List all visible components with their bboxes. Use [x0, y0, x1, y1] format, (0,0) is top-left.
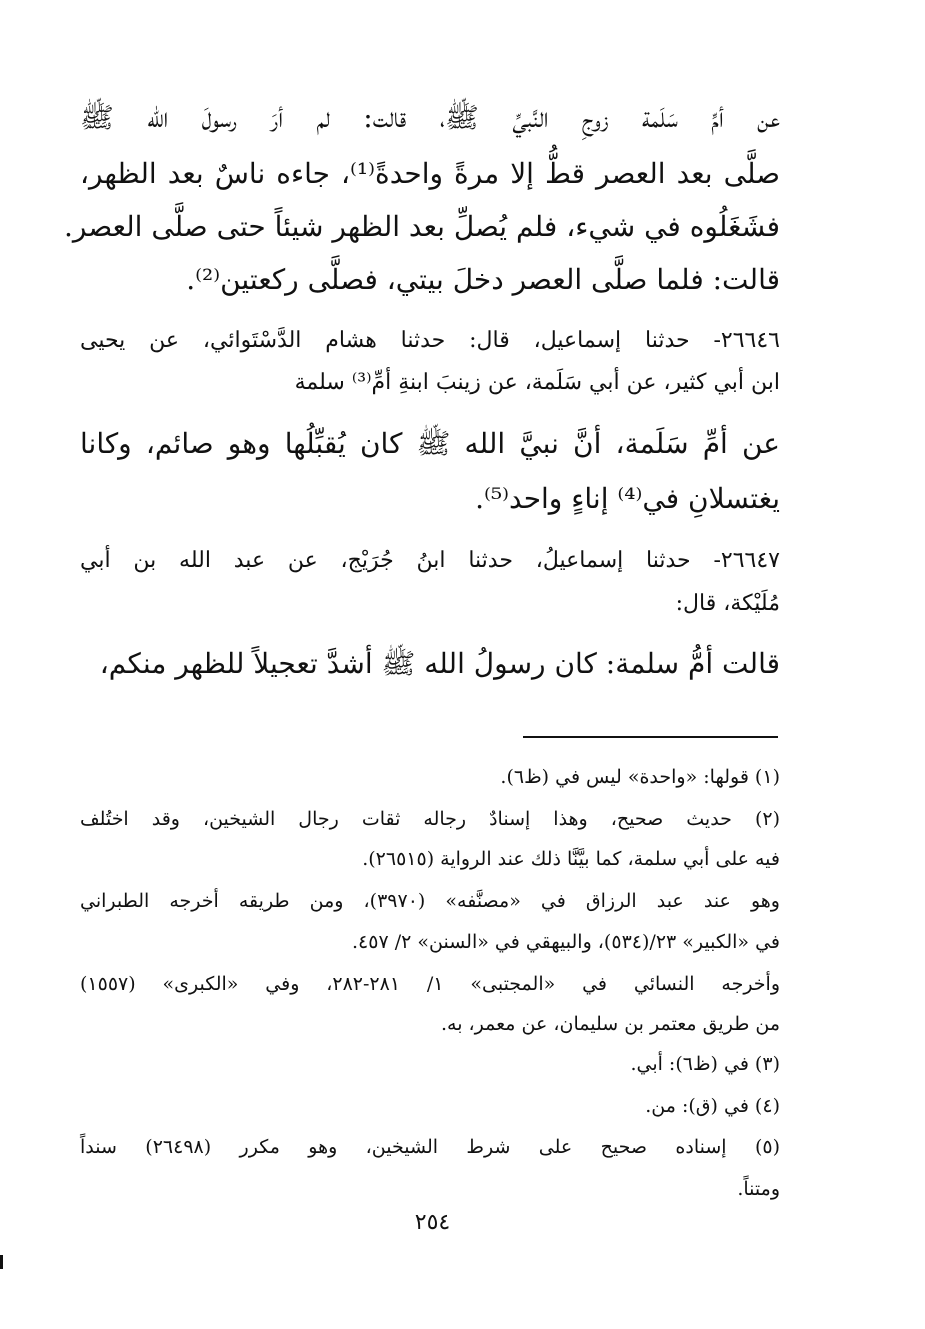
- scan-edge-mark: [0, 1255, 3, 1269]
- hadith-text-line: قالت: فلما صلَّى العصر دخلَ بيتي، فصلَّى ركعتين⁽²⁾.: [186, 263, 780, 296]
- hadith-text-line: عن أمِّ سَلَمة، أنَّ نبيَّ الله ﷺ كان يُقبِّلُها وهو صائم، وكانا: [80, 427, 780, 460]
- isnad-line: ٢٦٦٤٧- حدثنا إسماعيلُ، حدثنا ابنُ جُرَيْج، عن عبد الله بن أبي: [80, 548, 780, 573]
- footnote-line: وأخرجه النسائي في «المجتبى» ١/ ٢٨١-٢٨٢، وفي «الكبرى» (١٥٥٧): [80, 973, 780, 995]
- footnote-separator: [523, 736, 778, 738]
- footnote-line: (٢) حديث صحيح، وهذا إسنادٌ رجاله ثقات رجال الشيخين، وقد اختُلف: [80, 808, 780, 830]
- footnote-line: من طريق معتمر بن سليمان، عن معمر، به.: [440, 1013, 780, 1035]
- footnote-line: فيه على أبي سلمة، كما بيَّنَّا ذلك عند الرواية (٢٦٥١٥).: [362, 848, 780, 870]
- footnote-line: ومتناً.: [737, 1178, 780, 1200]
- hadith-text-line: قالت أمُّ سلمة: كان رسولُ الله ﷺ أشدَّ تعجيلاً للظهر منكم،: [99, 647, 780, 680]
- hadith-text-line: صلَّى بعد العصر قطُّ إلا مرةً واحدةً⁽¹⁾، جاءه ناسٌ بعد الظهر،: [80, 157, 780, 190]
- hadith-text-line: عن أمِّ سَلَمة زوجِ النَّبيِّ ﷺ، قالت: لم أرَ رسولَ الله ﷺ: [80, 101, 781, 134]
- footnote-line: وهو عند عبد الرزاق في «مصنَّفه» (٣٩٧٠)، ومن طريقه أخرجه الطبراني: [80, 890, 780, 912]
- isnad-line: مُلَيْكة، قال:: [675, 591, 780, 616]
- footnote-line: (١) قولها: «واحدة» ليس في (ظ٦).: [500, 766, 780, 788]
- page-number: ٢٥٤: [414, 1210, 451, 1235]
- footnote-line: (٣) في (ظ٦): أبي.: [630, 1053, 780, 1075]
- hadith-text-line: فشَغَلُوه في شيء، فلم يُصلِّ بعد الظهر شيئاً حتى صلَّى العصر.: [63, 210, 780, 243]
- isnad-line: ٢٦٦٤٦- حدثنا إسماعيل، قال: حدثنا هشام الدَّسْتَوائي، عن يحيى: [80, 328, 780, 353]
- hadith-text-line: يغتسلانِ في⁽⁴⁾ إناءٍ واحد⁽⁵⁾.: [475, 482, 780, 515]
- footnote-line: (٥) إسناده صحيح على شرط الشيخين، وهو مكرر (٢٦٤٩٨) سنداً: [80, 1136, 781, 1158]
- footnote-line: (٤) في (ق): من.: [645, 1095, 780, 1117]
- isnad-line: ابن أبي كثير، عن أبي سَلَمة، عن زينبَ ابنةِ أمِّ⁽³⁾ سلمة: [294, 370, 780, 395]
- footnote-line: في «الكبير» ٢٣/(٥٣٤)، والبيهقي في «السنن» ٢/ ٤٥٧.: [352, 931, 780, 953]
